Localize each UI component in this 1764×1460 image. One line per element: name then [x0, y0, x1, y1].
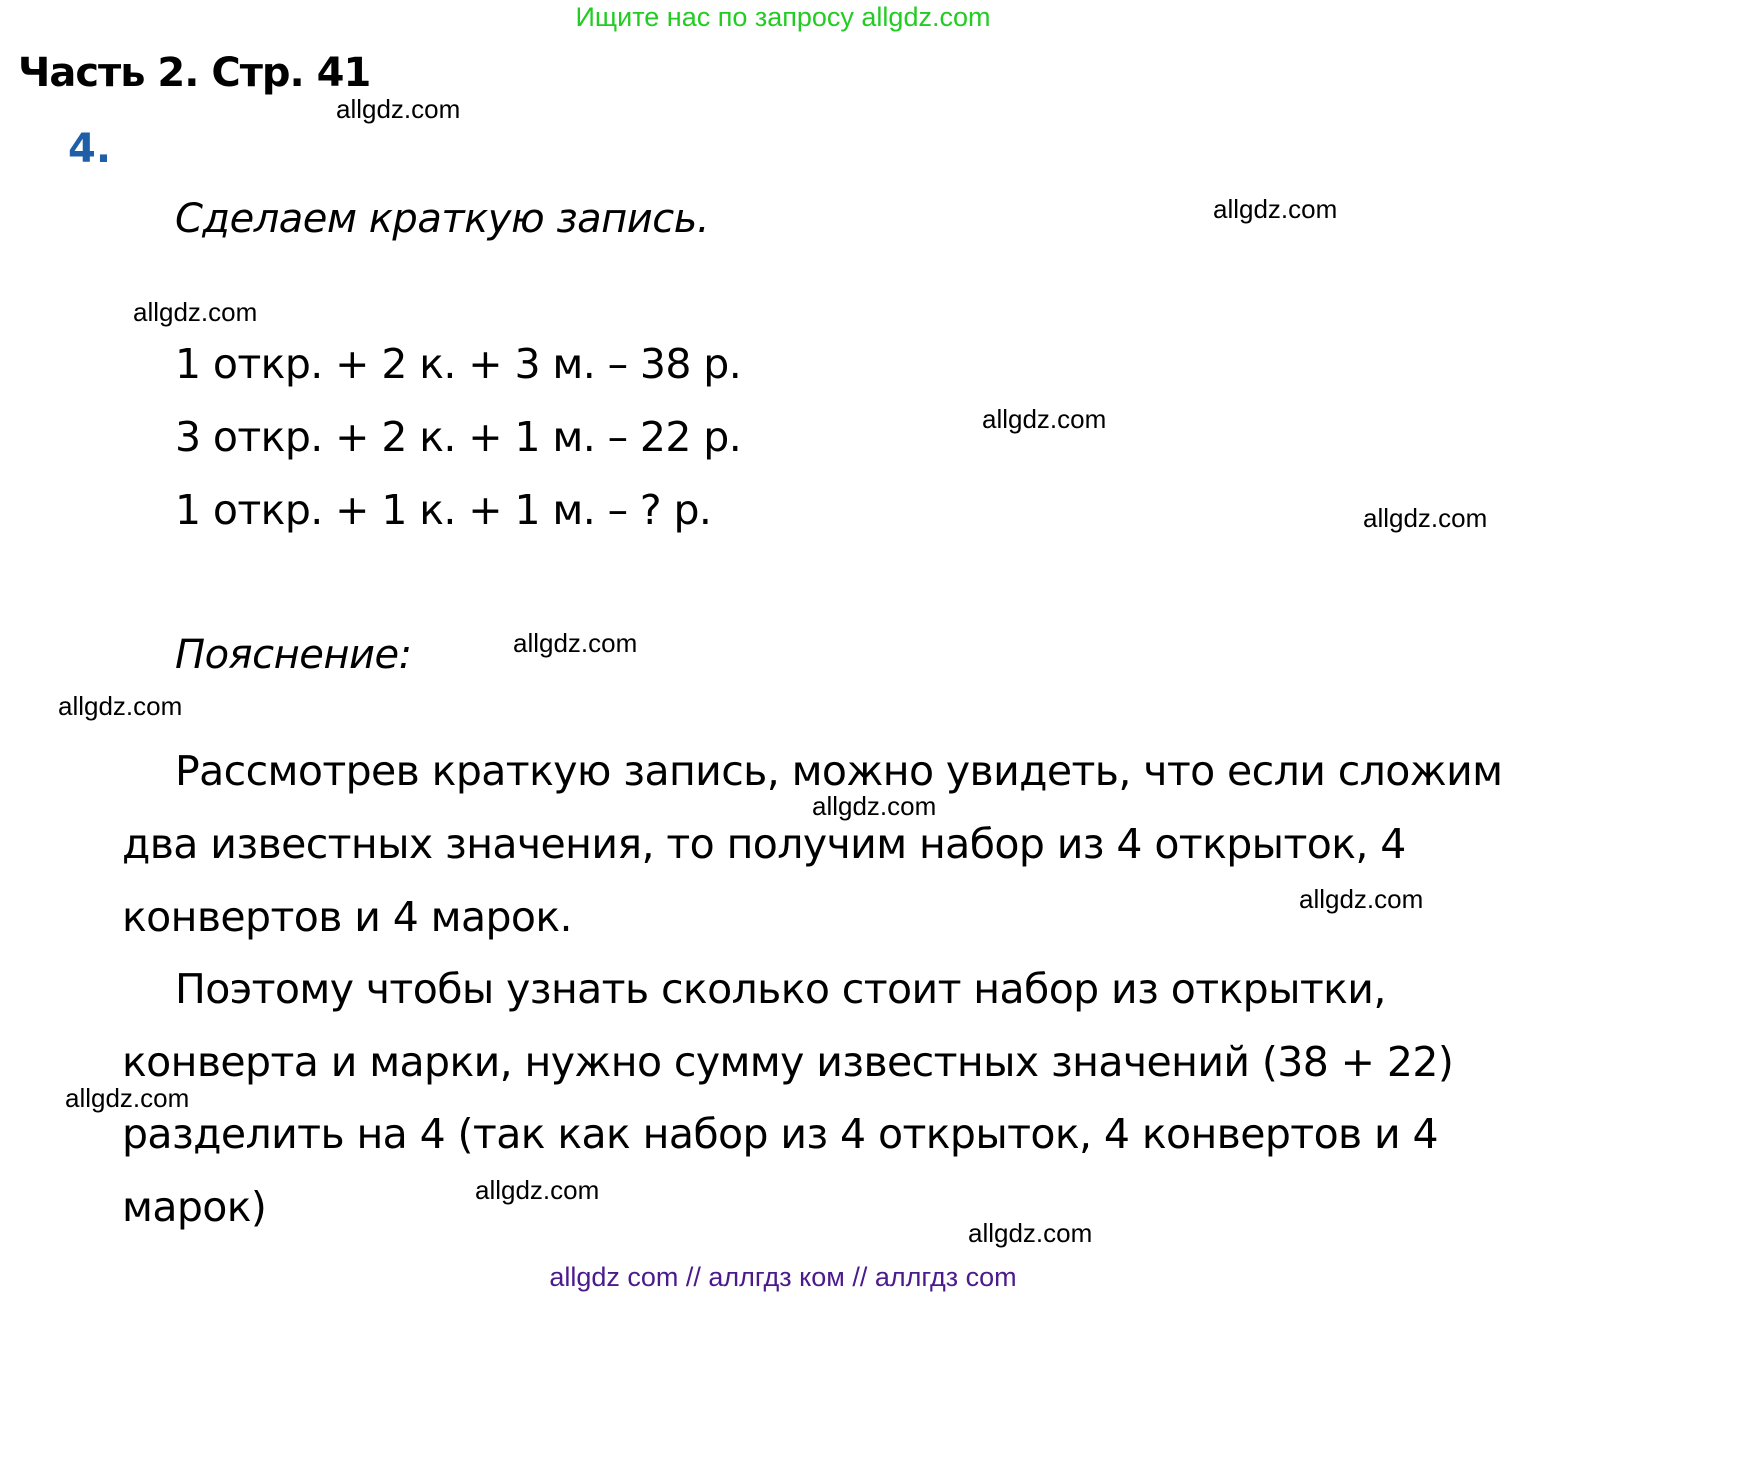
watermark: allgdz.com — [475, 1175, 600, 1205]
explanation-line: конверта и марки, нужно сумму известных значений (38 + 22) — [122, 1038, 1454, 1086]
page-title: Часть 2. Стр. 41 — [18, 50, 371, 96]
watermark: allgdz.com — [812, 791, 937, 821]
explanation-line: конвертов и 4 марок. — [122, 893, 572, 941]
explanation-heading: Пояснение: — [175, 632, 412, 678]
short-note-line: 1 откр. + 1 к. + 1 м. – ? р. — [175, 486, 712, 534]
watermark: allgdz.com — [513, 628, 638, 658]
watermark: allgdz.com — [968, 1218, 1093, 1248]
header-banner: Ищите нас по запросу allgdz.com — [575, 2, 991, 32]
explanation-line: Поэтому чтобы узнать сколько стоит набор из открытки, — [175, 965, 1386, 1013]
watermark: allgdz.com — [65, 1083, 190, 1113]
explanation-line: Рассмотрев краткую запись, можно увидеть, что если сложим — [175, 747, 1503, 795]
watermark: allgdz.com — [133, 297, 258, 327]
short-note-line: 1 откр. + 2 к. + 3 м. – 38 р. — [175, 340, 742, 388]
footer-links: allgdz com // аллгдз ком // аллгдз com — [549, 1262, 1017, 1292]
explanation-line: марок) — [122, 1183, 267, 1231]
watermark: allgdz.com — [336, 94, 461, 124]
explanation-line: разделить на 4 (так как набор из 4 открыток, 4 конвертов и 4 — [122, 1110, 1439, 1158]
watermark: allgdz.com — [1299, 884, 1424, 914]
watermark: allgdz.com — [1363, 503, 1488, 533]
explanation-line: два известных значения, то получим набор из 4 открыток, 4 — [122, 820, 1406, 868]
short-note-heading: Сделаем краткую запись. — [175, 196, 710, 242]
short-note-line: 3 откр. + 2 к. + 1 м. – 22 р. — [175, 413, 742, 461]
task-number: 4. — [68, 126, 112, 172]
watermark: allgdz.com — [58, 691, 183, 721]
watermark: allgdz.com — [982, 404, 1107, 434]
watermark: allgdz.com — [1213, 194, 1338, 224]
